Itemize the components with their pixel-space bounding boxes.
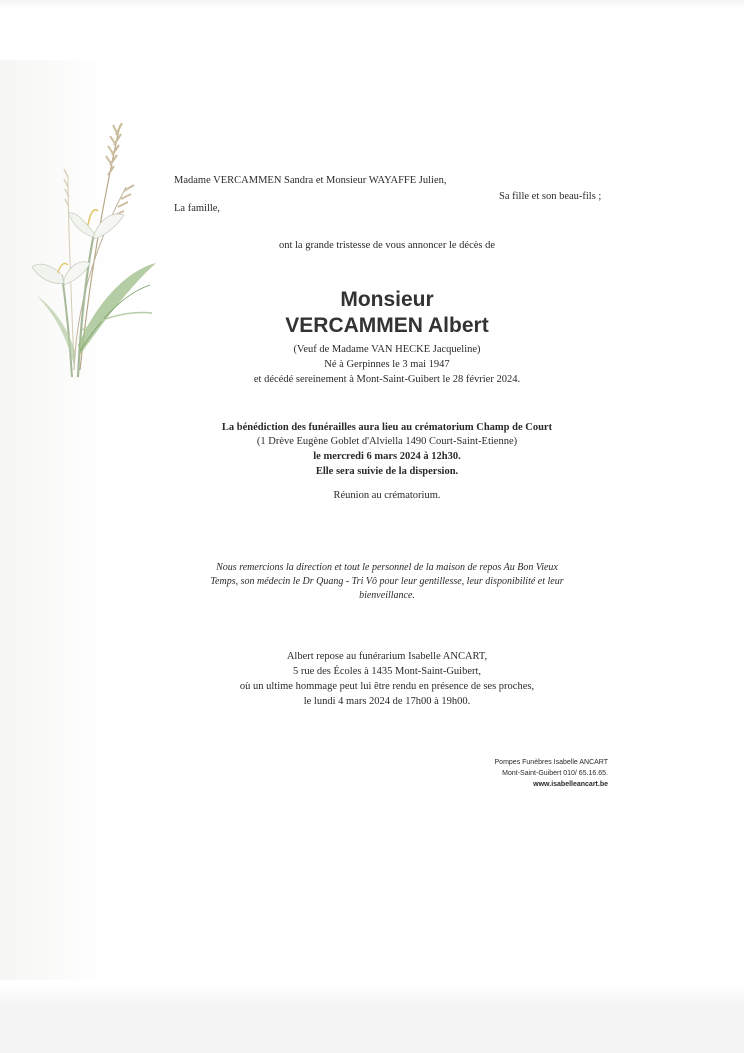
thanks-line-3: bienveillance. bbox=[359, 590, 415, 601]
family-line-children: Madame VERCAMMEN Sandra et Monsieur WAYAFFE Julien, bbox=[174, 175, 447, 186]
thanks-line-2: Temps, son médecin le Dr Quang - Tri Vô pour leur gentillesse, leur disponibilité et leur bbox=[210, 576, 564, 587]
birth-line: Né à Gerpinnes le 3 mai 1947 bbox=[324, 359, 450, 370]
deceased-name: VERCAMMEN Albert bbox=[285, 314, 489, 337]
visitation-line-4: le lundi 4 mars 2024 de 17h00 à 19h00. bbox=[303, 696, 471, 707]
thanks-line-1: Nous remercions la direction et tout le personnel de la maison de repos Au Bon Vieux bbox=[216, 562, 558, 573]
family-relation: Sa fille et son beau-fils ; bbox=[499, 191, 602, 202]
visitation-line-1: Albert repose au funérarium Isabelle ANCART, bbox=[286, 651, 488, 662]
spouse-line: (Veuf de Madame VAN HECKE Jacqueline) bbox=[293, 344, 481, 355]
ceremony-date: le mercredi 6 mars 2024 à 12h30. bbox=[313, 451, 461, 462]
visitation-line-2: 5 rue des Écoles à 1435 Mont-Saint-Guibert, bbox=[292, 666, 482, 677]
page-top-edge bbox=[0, 0, 744, 8]
ceremony-dispersion: Elle sera suivie de la dispersion. bbox=[315, 466, 459, 477]
visitation-line-3: où un ultime hommage peut lui être rendu en présence de ses proches, bbox=[239, 681, 535, 692]
announcement-text: ont la grande tristesse de vous annoncer le décès de bbox=[278, 240, 496, 251]
family-line-family: La famille, bbox=[174, 203, 221, 214]
ceremony-line: La bénédiction des funérailles aura lieu au crématorium Champ de Court bbox=[221, 422, 553, 433]
deceased-title: Monsieur bbox=[340, 288, 434, 311]
meeting-line: Réunion au crématorium. bbox=[333, 490, 441, 501]
funeral-home-name: Pompes Funèbres Isabelle ANCART bbox=[494, 759, 608, 766]
page-bottom-edge bbox=[0, 984, 744, 1053]
funeral-home-phone: Mont-Saint-Guibert 010/ 65.16.65. bbox=[502, 770, 608, 777]
ceremony-address: (1 Drève Eugène Goblet d'Alviella 1490 Court-Saint-Etienne) bbox=[256, 436, 518, 447]
death-line: et décédé sereinement à Mont-Saint-Guibert le 28 février 2024. bbox=[253, 374, 521, 385]
funeral-home-website[interactable]: www.isabelleancart.be bbox=[533, 781, 608, 788]
